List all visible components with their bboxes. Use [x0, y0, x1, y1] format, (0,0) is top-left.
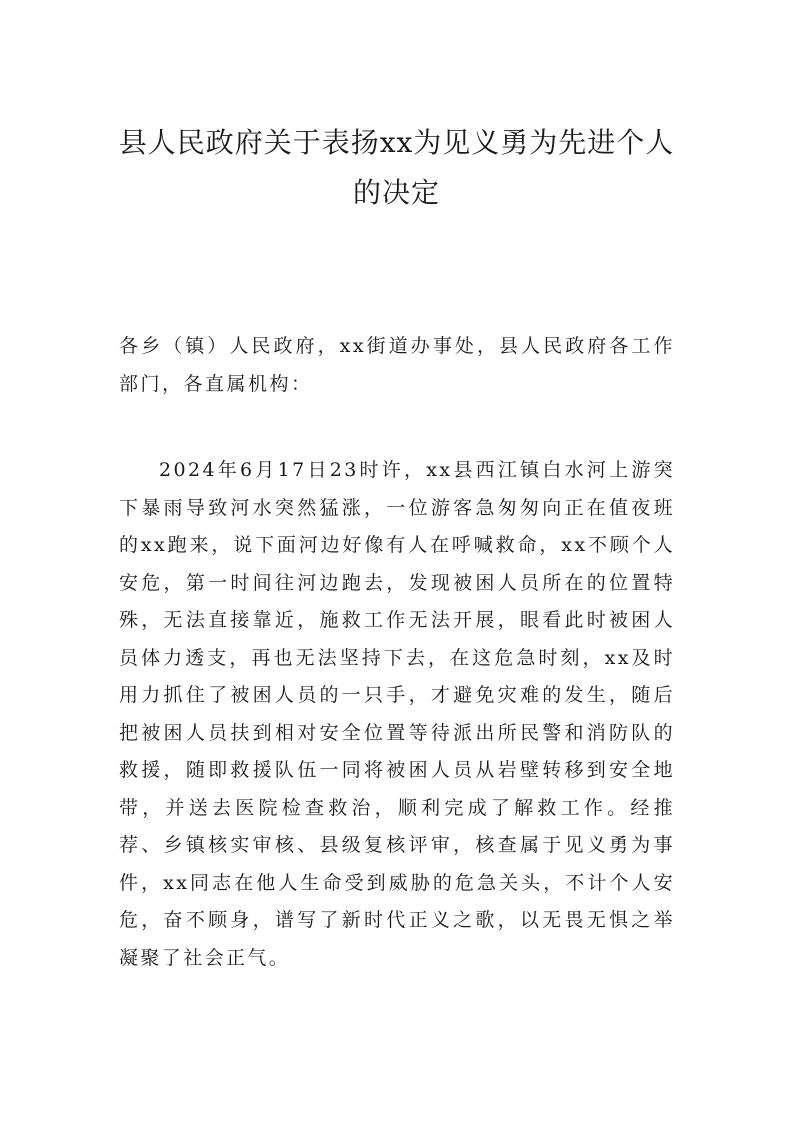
- body-paragraph: 2024年6月17日23时许，xx县西江镇白水河上游突下暴雨导致河水突然猛涨，一位游客急匆匆向正在值夜班的xx跑来，说下面河边好像有人在呼喊救命，xx不顾个人安危，第一时间往河边跑去，发现被困人员所在的位置特殊，无法直接靠近，施救工作无法开展，眼看此时被困人员体力透支，再也无法坚持下去，在这危急时刻，xx及时用力抓住了被困人员的一只手，才避免灾难的发生，随后把被困人员扶到相对安全位置等待派出所民警和消防队的救援，随即救援队伍一同将被困人员从岩壁转移到安全地带，并送去医院检查救治，顺利完成了解救工作。经推荐、乡镇核实审核、县级复核评审，核查属于见义勇为事件，xx同志在他人生命受到威胁的危急关头，不计个人安危，奋不顾身，谱写了新时代正义之歌，以无畏无惧之举凝聚了社会正气。: [119, 459, 675, 969]
- document-title: 县人民政府关于表扬xx为见义勇为先进个人的决定: [118, 126, 675, 209]
- salutation-paragraph: 各乡（镇）人民政府，xx街道办事处，县人民政府各工作部门，各直属机构：: [119, 335, 675, 395]
